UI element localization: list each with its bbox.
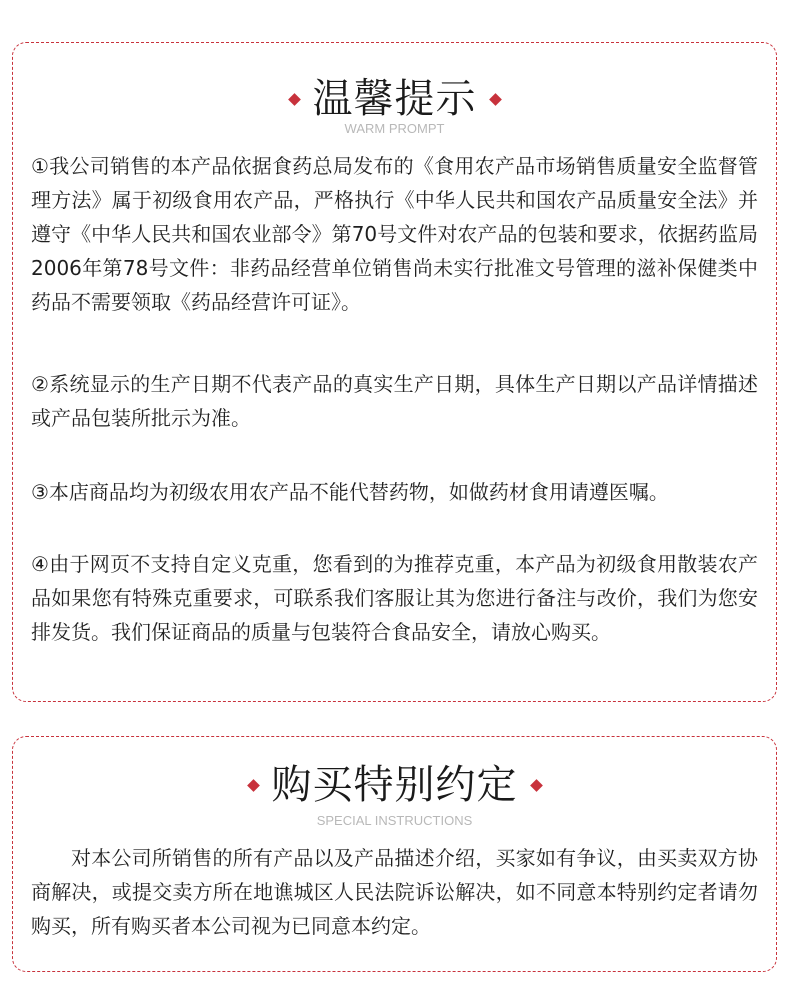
special-instructions-heading xyxy=(13,761,776,809)
notice-paragraph-2: ②系统显示的生产日期不代表产品的真实生产日期，具体生产日期以产品详情描述或产品包装所批示为准。 xyxy=(31,372,758,430)
special-instructions-subtitle: SPECIAL INSTRUCTIONS xyxy=(316,813,473,828)
special-instructions-title: 购买特别约定 xyxy=(271,762,518,808)
warm-prompt-heading xyxy=(13,75,776,123)
notice-paragraph-3: ③本店商品均为初级农用农产品不能代替药物，如做药材食用请遵医嘱。 xyxy=(31,480,669,504)
red-diamond-icon xyxy=(489,93,502,106)
red-diamond-icon xyxy=(530,779,543,792)
warm-prompt-panel xyxy=(12,42,777,702)
agreement-paragraph: 对本公司所销售的所有产品以及产品描述介绍，买家如有争议，由买卖双方协商解决，或提交卖方所在地谯城区人民法院诉讼解决，如不同意本特别约定者请勿购买，所有购买者本公司视为已同意本约定。 xyxy=(31,846,758,938)
red-diamond-icon xyxy=(247,779,260,792)
notice-paragraph-1: ①我公司销售的本产品依据食药总局发布的《食用农产品市场销售质量安全监督管理方法》属于初级食用农产品，严格执行《中华人民共和国农产品质量安全法》并遵守《中华人民共和国农业部令》第70号文件对农产品的包装和要求，依据药监局2006年第78号文件：非药品经营单位销售尚未实行批准文号管理的滋补保健类中药品不需要领取《药品经营许可证》。 xyxy=(31,154,758,314)
special-instructions-panel xyxy=(12,736,777,972)
notice-paragraph-4: ④由于网页不支持自定义克重，您看到的为推荐克重，本产品为初级食用散装农产品如果您有特殊克重要求，可联系我们客服让其为您进行备注与改价，我们为您安排发货。我们保证商品的质量与包装符合食品安全，请放心购买。 xyxy=(31,552,758,644)
warm-prompt-title: 温馨提示 xyxy=(312,76,477,122)
warm-prompt-subtitle: WARM PROMPT xyxy=(344,121,445,136)
red-diamond-icon xyxy=(288,93,301,106)
